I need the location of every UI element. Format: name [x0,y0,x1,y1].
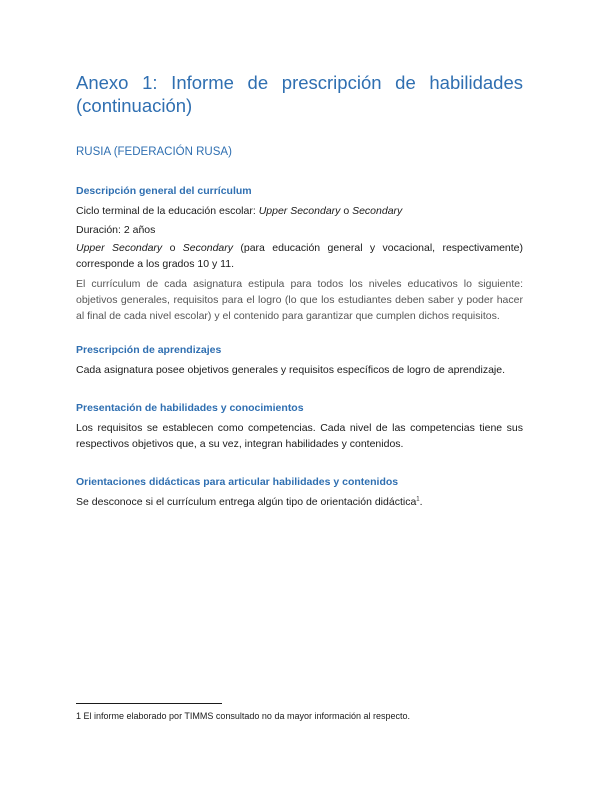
grades-term-secondary: Secondary [182,242,233,254]
cycle-term-secondary: Secondary [352,205,403,217]
duration-paragraph: Duración: 2 años [76,224,156,236]
page-title-line-1: Anexo 1: Informe de prescripción de habilidades [76,72,523,93]
overview-heading: Descripción general del currículum [76,185,252,197]
footnote-reference[interactable]: 1 [416,496,420,503]
guidance-paragraph [76,494,523,510]
learning-paragraph: Cada asignatura posee objetivos generales y requisitos específicos de logro de aprendizaje. [76,364,506,376]
cycle-connector: o [340,205,353,217]
country-heading: RUSIA (FEDERACIÓN RUSA) [76,146,232,158]
guidance-heading: Orientaciones didácticas para articular habilidades y contenidos [76,476,399,488]
grades-connector: o [162,242,183,254]
skills-paragraph: Los requisitos se establecen como competencias. Cada nivel de las competencias tiene sus respectivos objetivos que, a su vez, integran habilidades y contenidos. [76,422,523,450]
cycle-paragraph [76,203,523,219]
footnote-divider [76,703,222,704]
grades-term-upper-secondary: Upper Secondary [76,242,163,254]
guidance-text-end: . [419,496,423,508]
grades-rest: (para educación general y vocacional, respectivamente) corresponde a los grados 10 y 11. [76,242,523,270]
guidance-text: Se desconoce si el currículum entrega algún tipo de orientación didáctica [76,496,417,508]
cycle-term-upper-secondary: Upper Secondary [258,205,341,217]
curriculum-paragraph: El currículum de cada asignatura estipula para todos los niveles educativos lo siguiente: objetivos generales, requisitos para el logro (lo que los estudiantes deben saber y poder hacer al final de cada nivel escolar) y el contenido para garantizar que cumplen dichos requisitos. [76,278,523,322]
grades-paragraph [76,240,523,272]
page-title [76,71,523,117]
footnote: 1 El informe elaborado por TIMMS consultado no da mayor información al respecto. [76,711,411,721]
cycle-prefix: Ciclo terminal de la educación escolar: [76,205,259,217]
learning-heading: Prescripción de aprendizajes [76,344,222,356]
skills-heading: Presentación de habilidades y conocimientos [76,402,304,414]
page-title-line-2: (continuación) [76,95,193,116]
